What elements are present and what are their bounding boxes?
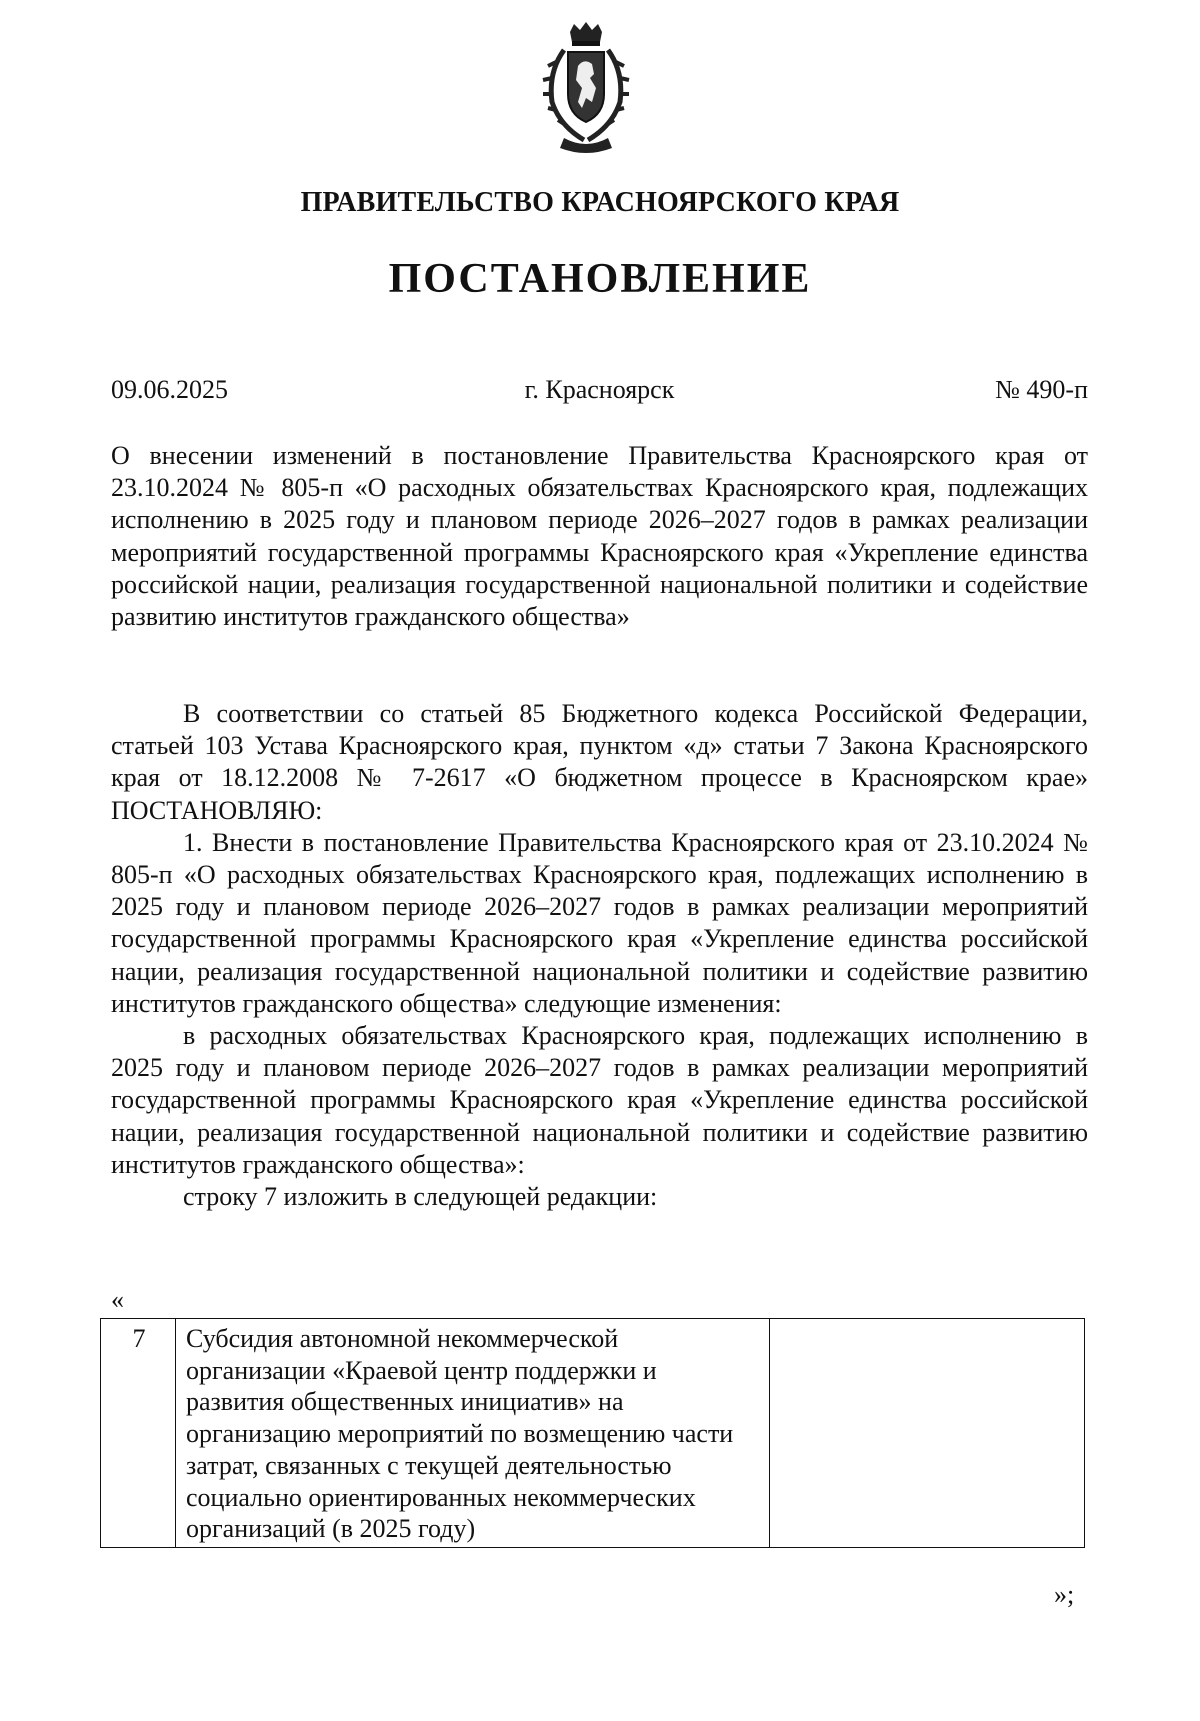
body-paragraph: В соответствии со статьей 85 Бюджетного кодекса Российской Федерации, статьей 103 Устава Красноярского края, пунктом «д» статьи 7 Закона Красноярского края от 18.12.2008 № 7-2617 «О бюджетном процессе в Красноярском крае» ПОСТАНОВЛЯЮ: bbox=[111, 699, 1088, 825]
amendment-open-quote: « bbox=[111, 1285, 124, 1314]
row-empty-cell bbox=[770, 1319, 1085, 1548]
document-number: № 490-п bbox=[995, 375, 1088, 404]
document-date: 09.06.2025 bbox=[111, 375, 228, 404]
krasnoyarsk-coat-of-arms-icon bbox=[534, 22, 638, 154]
document-city: г. Красноярск bbox=[524, 375, 675, 404]
document-type-title: ПОСТАНОВЛЕНИЕ bbox=[388, 256, 812, 302]
table-row bbox=[101, 1319, 1085, 1548]
document-subject: О внесении изменений в постановление Правительства Красноярского края от 23.10.2024 № 805-п «О расходных обязательствах Красноярского края, подлежащих исполнению в 2025 году и плановом периоде 2026–2027 годов в рамках реализации мероприятий государственной программы Красноярского края «Укрепление единства российской нации, реализация государственной национальной политики и содействие развитию институтов гражданского общества» bbox=[111, 441, 1088, 632]
row-number: 7 bbox=[101, 1319, 176, 1548]
amendment-close-quote: »; bbox=[1054, 1580, 1075, 1609]
body-paragraph: строку 7 изложить в следующей редакции: bbox=[183, 1182, 658, 1212]
document-meta bbox=[111, 375, 1088, 411]
body-paragraph: 1. Внести в постановление Правительства Красноярского края от 23.10.2024 № 805-п «О расходных обязательствах Красноярского края, подлежащих исполнению в 2025 году и плановом периоде 2026–2027 годов в рамках реализации мероприятий государственной программы Красноярского края «Укрепление единства российской нации, реализация государственной национальной политики и содействие развитию институтов гражданского общества» следующие изменения: bbox=[111, 827, 1088, 1018]
amendment-table bbox=[100, 1318, 1085, 1548]
body-paragraph: в расходных обязательствах Красноярского края, подлежащих исполнению в 2025 году и плановом периоде 2026–2027 годов в рамках реализации мероприятий государственной программы Красноярского края «Укрепление единства российской нации, реализация государственной национальной политики и содействие развитию институтов гражданского общества»: bbox=[111, 1021, 1088, 1179]
government-title: ПРАВИТЕЛЬСТВО КРАСНОЯРСКОГО КРАЯ bbox=[300, 187, 900, 218]
document-body bbox=[111, 698, 1088, 1213]
row-description: Субсидия автономной некоммерческой организации «Краевой центр поддержки и развития общественных инициатив» на организацию мероприятий по возмещению части затрат, связанных с текущей деятельностью социально ориентированных некоммерческих организаций (в 2025 году) bbox=[176, 1319, 770, 1548]
